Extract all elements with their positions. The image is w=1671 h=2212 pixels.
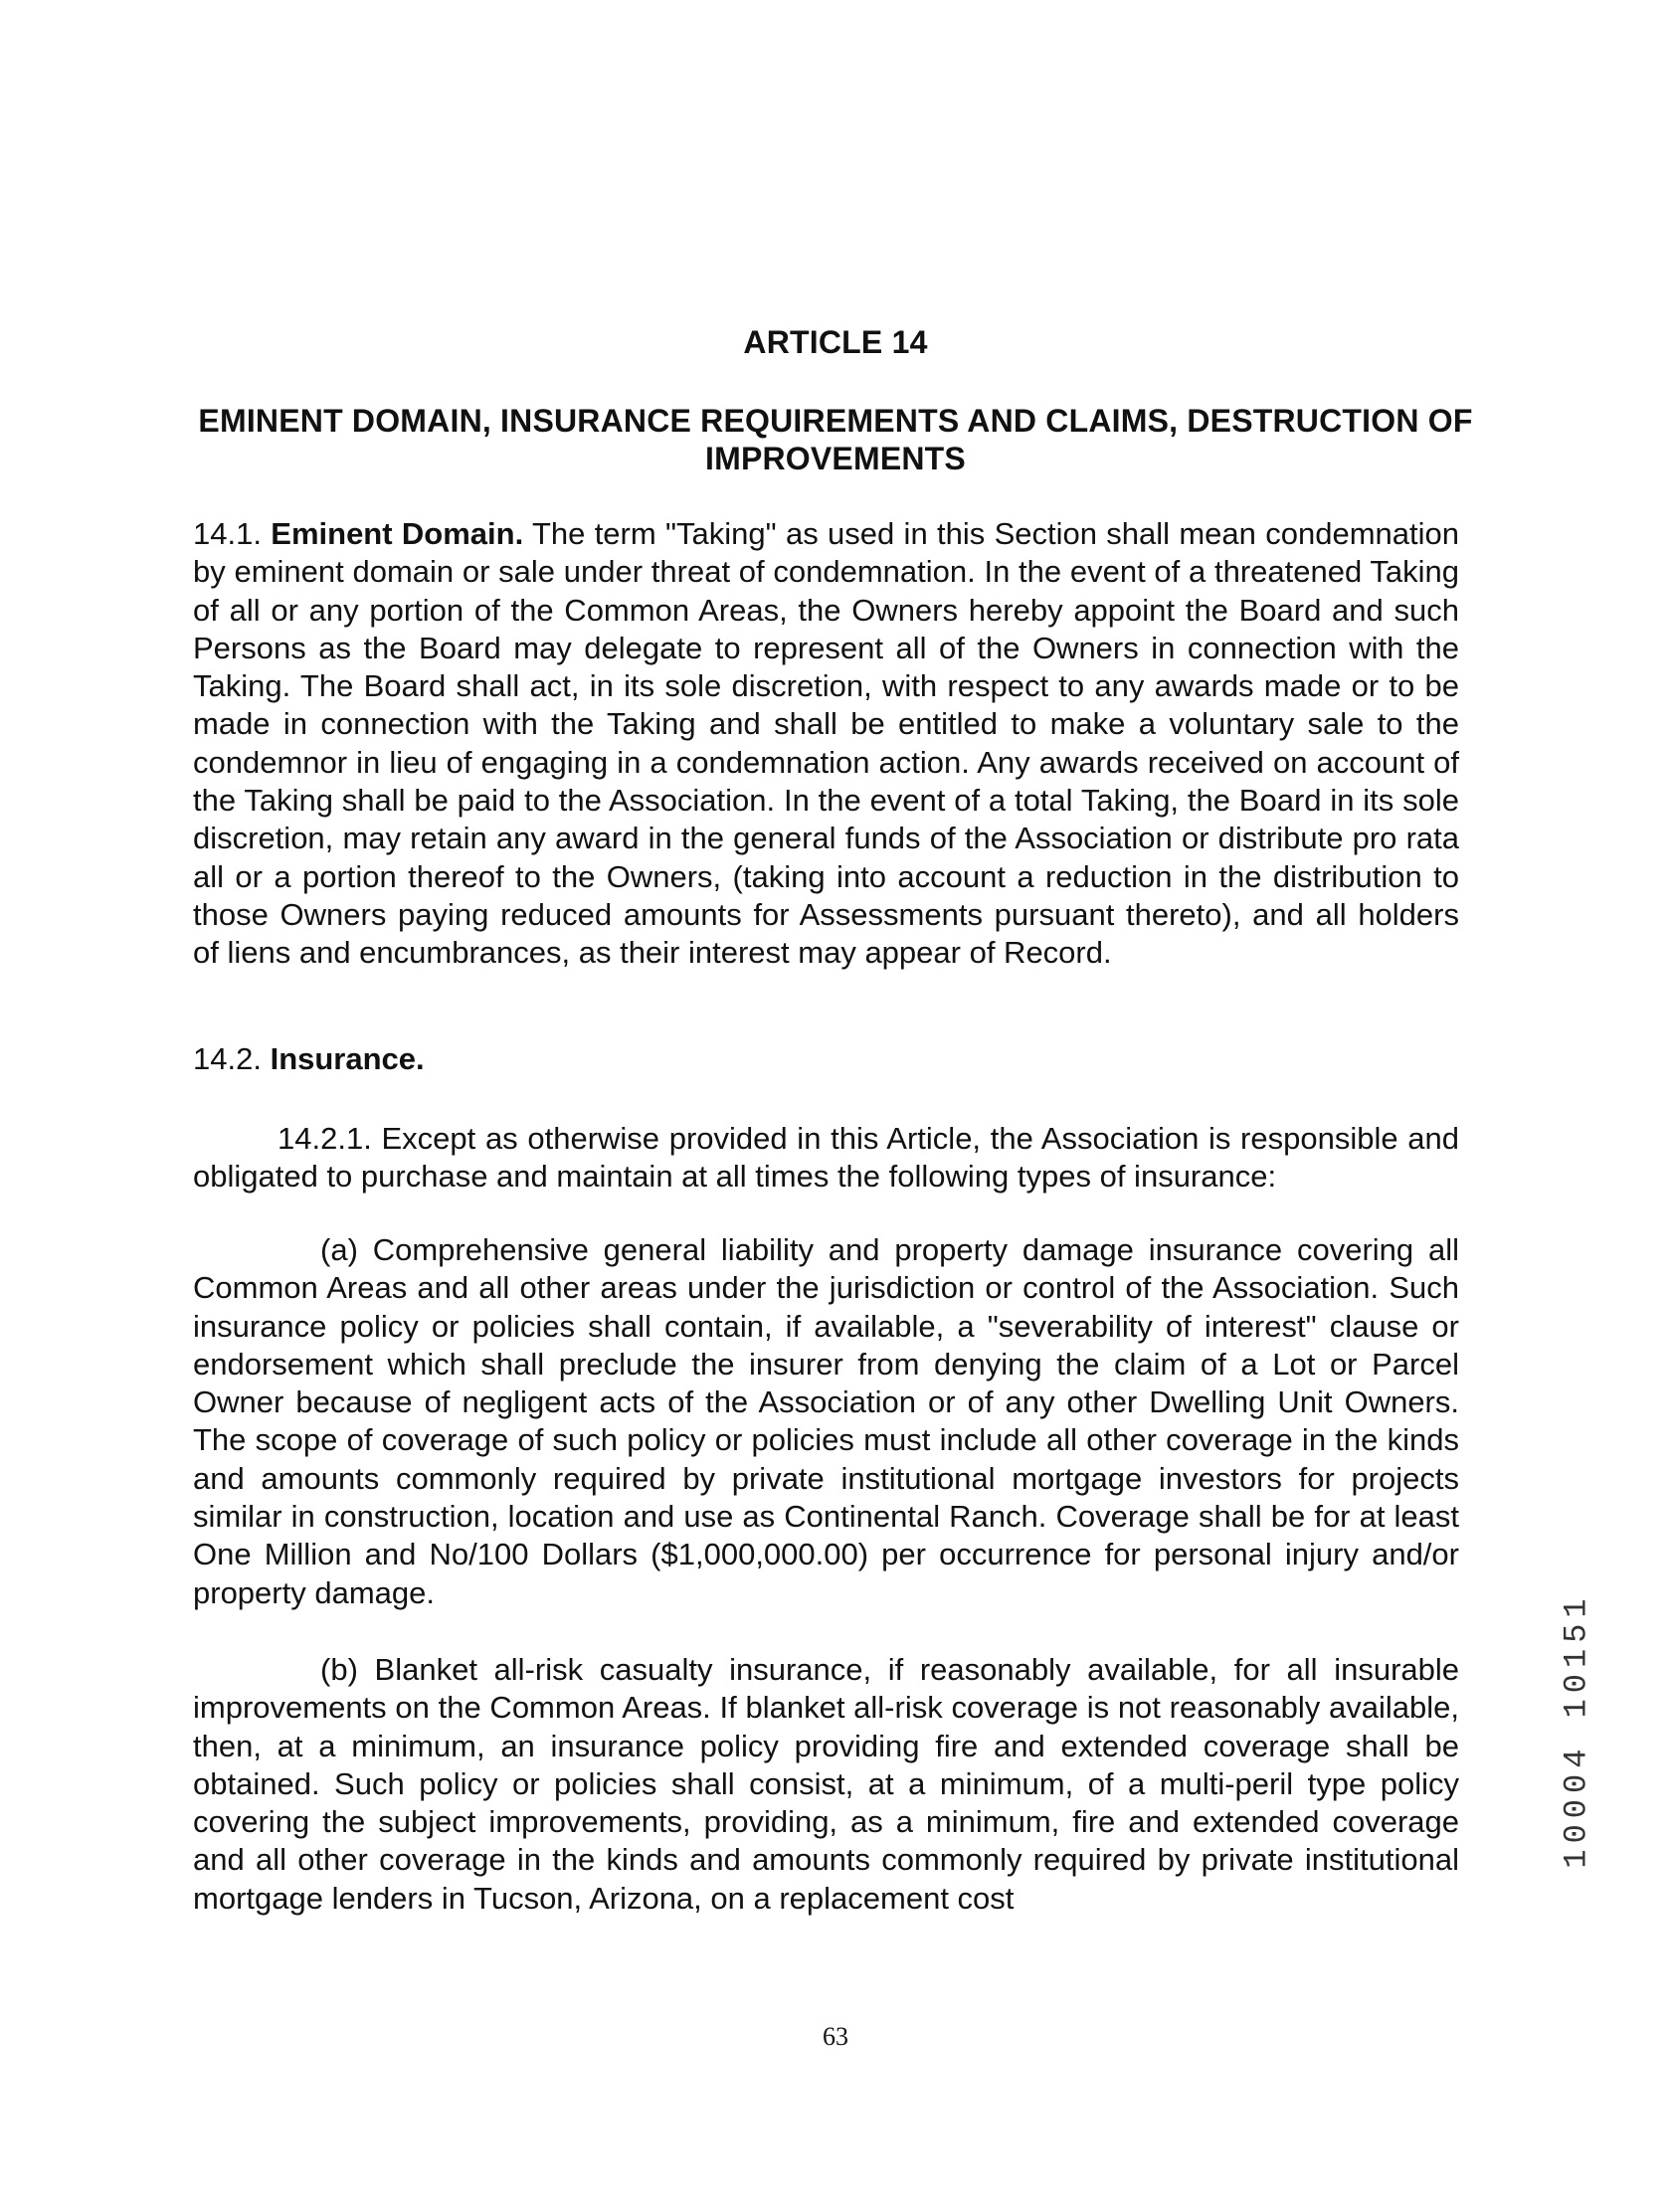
item-text: Blanket all-risk casualty insurance, if reasonably available, for all insurable improvements on the Common Areas. If blanket all-risk coverage is not reasonably available, then, at a minimum, an insurance policy providing fire and extended coverage shall be obtained. Such policy or policies shall consist, at a minimum, of a multi-peril type policy covering the subject improvements, providing, as a minimum, fire and extended coverage and all other coverage in the kinds and amounts commonly required by private institutional mortgage lenders in Tucson, Arizona, on a replacement cost xyxy=(193,1652,1459,1916)
section-heading: Insurance. xyxy=(270,1041,425,1076)
section-text: The term "Taking" as used in this Section shall mean condemnation by eminent domain or sale under threat of condemnation. In the event of a threatened Taking of all or any portion of the Common Areas, the Owners hereby appoint the Board and such Persons as the Board may delegate to represent all of the Owners in connection with the Taking. The Board shall act, in its sole discretion, with respect to any awards made or to be made in connection with the Taking and shall be entitled to make a voluntary sale to the condemnor in lieu of engaging in a condemnation action. Any awards received on account of the Taking shall be paid to the Association. In the event of a total Taking, the Board in its sole discretion, may retain any award in the general funds of the Association or distribute pro rata all or a portion thereof to the Owners, (taking into account a reduction in the distribution to those Owners paying reduced amounts for Assessments pursuant thereto), and all holders of liens and encumbrances, as their interest may appear of Record. xyxy=(193,516,1459,971)
item-label: (b) xyxy=(320,1652,358,1687)
item-text: Comprehensive general liability and property damage insurance covering all Common Areas and all other areas under the jurisdiction or control of the Association. Such insurance policy or policies shall contain, if available, a "severability of interest" clause or endorsement which shall preclude the insurer from denying the claim of a Lot or Parcel Owner because of negligent acts of the Association or of any other Dwelling Unit Owners. The scope of coverage of such policy or policies must include all other coverage in the kinds and amounts commonly required by private institutional mortgage investors for projects similar in construction, location and use as Continental Ranch. Coverage shall be for at least One Million and No/100 Dollars ($1,000,000.00) per occurrence for personal injury and/or property damage. xyxy=(193,1232,1459,1610)
section-14-2-1 xyxy=(193,1120,1459,1197)
margin-stamp xyxy=(1557,1552,1596,1910)
section-14-2 xyxy=(193,1040,1459,1078)
article-subtitle: EMINENT DOMAIN, INSURANCE REQUIREMENTS AND CLAIMS, DESTRUCTION OF IMPROVEMENTS xyxy=(198,403,1473,476)
section-number: 14.2.1. xyxy=(278,1121,372,1156)
section-number: 14.1. xyxy=(193,516,262,551)
section-heading: Eminent Domain. xyxy=(271,516,524,551)
section-number: 14.2. xyxy=(193,1041,262,1076)
section-14-1 xyxy=(193,515,1459,973)
article-title: ARTICLE 14 xyxy=(743,324,928,360)
page-number: 63 xyxy=(823,2022,848,2051)
item-label: (a) xyxy=(320,1232,358,1267)
insurance-item-b xyxy=(193,1651,1459,1918)
section-text: Except as otherwise provided in this Article, the Association is responsible and obligated to purchase and maintain at all times the following types of insurance: xyxy=(193,1121,1459,1195)
insurance-item-a xyxy=(193,1231,1459,1612)
margin-stamp-text: 10004 10151 xyxy=(1558,1592,1595,1869)
